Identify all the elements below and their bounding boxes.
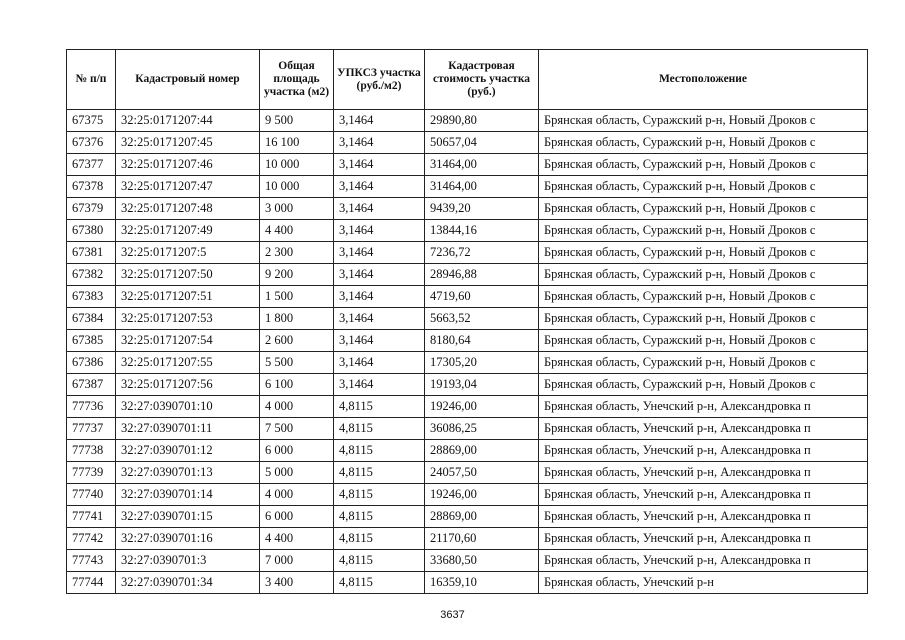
cell-cadastral-number: 32:27:0390701:14 [116, 484, 260, 506]
cell-cadastral-value: 28946,88 [425, 264, 539, 286]
cell-area: 9 200 [260, 264, 334, 286]
cell-row-number: 67379 [67, 198, 116, 220]
table-row [67, 176, 868, 198]
cell-cadastral-number: 32:25:0171207:56 [116, 374, 260, 396]
cell-location: Брянская область, Суражский р-н, Новый Дроков с [539, 154, 868, 176]
cell-row-number: 77740 [67, 484, 116, 506]
cell-location: Брянская область, Унечский р-н, Александровка п [539, 484, 868, 506]
cell-row-number: 67377 [67, 154, 116, 176]
cell-area: 5 500 [260, 352, 334, 374]
cell-location: Брянская область, Суражский р-н, Новый Дроков с [539, 374, 868, 396]
cell-cadastral-number: 32:27:0390701:3 [116, 550, 260, 572]
cell-location: Брянская область, Суражский р-н, Новый Дроков с [539, 352, 868, 374]
cell-cadastral-value: 9439,20 [425, 198, 539, 220]
cell-location: Брянская область, Суражский р-н, Новый Дроков с [539, 242, 868, 264]
header-cadastral-value: Кадастровая стоимость участка (руб.) [425, 50, 539, 110]
cell-row-number: 67376 [67, 132, 116, 154]
cadastral-table [66, 49, 868, 594]
cell-upksz: 3,1464 [334, 264, 425, 286]
cell-cadastral-number: 32:25:0171207:50 [116, 264, 260, 286]
table-row [67, 374, 868, 396]
cell-cadastral-value: 4719,60 [425, 286, 539, 308]
cell-row-number: 67375 [67, 110, 116, 132]
table-row [67, 110, 868, 132]
cell-cadastral-number: 32:27:0390701:13 [116, 462, 260, 484]
cell-area: 5 000 [260, 462, 334, 484]
cell-area: 2 300 [260, 242, 334, 264]
cell-cadastral-number: 32:27:0390701:16 [116, 528, 260, 550]
cell-upksz: 3,1464 [334, 220, 425, 242]
cell-area: 2 600 [260, 330, 334, 352]
cell-cadastral-value: 28869,00 [425, 440, 539, 462]
table-row [67, 528, 868, 550]
cell-area: 6 000 [260, 506, 334, 528]
cell-cadastral-number: 32:25:0171207:45 [116, 132, 260, 154]
page-number: 3637 [440, 609, 465, 621]
cell-location: Брянская область, Суражский р-н, Новый Дроков с [539, 264, 868, 286]
table-row [67, 154, 868, 176]
cell-upksz: 3,1464 [334, 154, 425, 176]
cell-upksz: 3,1464 [334, 198, 425, 220]
header-cadastral-number: Кадастровый номер [116, 50, 260, 110]
cell-row-number: 77738 [67, 440, 116, 462]
cell-cadastral-value: 24057,50 [425, 462, 539, 484]
cell-area: 4 000 [260, 484, 334, 506]
cell-area: 4 000 [260, 396, 334, 418]
cell-row-number: 77743 [67, 550, 116, 572]
cell-upksz: 4,8115 [334, 440, 425, 462]
cell-cadastral-number: 32:25:0171207:51 [116, 286, 260, 308]
cell-upksz: 4,8115 [334, 550, 425, 572]
cell-location: Брянская область, Унечский р-н, Александровка п [539, 550, 868, 572]
cell-cadastral-value: 5663,52 [425, 308, 539, 330]
cell-upksz: 4,8115 [334, 506, 425, 528]
header-row-number: № п/п [67, 50, 116, 110]
table-row [67, 572, 868, 594]
cell-upksz: 4,8115 [334, 572, 425, 594]
cell-cadastral-number: 32:27:0390701:11 [116, 418, 260, 440]
cell-location: Брянская область, Унечский р-н, Александровка п [539, 528, 868, 550]
cell-cadastral-value: 50657,04 [425, 132, 539, 154]
cell-upksz: 3,1464 [334, 176, 425, 198]
table-row [67, 550, 868, 572]
table-row [67, 198, 868, 220]
cell-area: 7 000 [260, 550, 334, 572]
cell-row-number: 67383 [67, 286, 116, 308]
cell-cadastral-value: 28869,00 [425, 506, 539, 528]
cell-cadastral-number: 32:25:0171207:48 [116, 198, 260, 220]
cell-area: 4 400 [260, 220, 334, 242]
cell-upksz: 4,8115 [334, 484, 425, 506]
table-row [67, 352, 868, 374]
cell-area: 7 500 [260, 418, 334, 440]
cell-cadastral-value: 7236,72 [425, 242, 539, 264]
cell-row-number: 67386 [67, 352, 116, 374]
cell-cadastral-number: 32:25:0171207:44 [116, 110, 260, 132]
cell-location: Брянская область, Унечский р-н, Александровка п [539, 506, 868, 528]
cell-location: Брянская область, Унечский р-н, Александровка п [539, 462, 868, 484]
cell-cadastral-number: 32:27:0390701:12 [116, 440, 260, 462]
cell-upksz: 3,1464 [334, 308, 425, 330]
cell-location: Брянская область, Суражский р-н, Новый Дроков с [539, 220, 868, 242]
cell-location: Брянская область, Суражский р-н, Новый Дроков с [539, 198, 868, 220]
header-location: Местоположение [539, 50, 868, 110]
header-upksz: УПКСЗ участка (руб./м2) [334, 50, 425, 110]
header-total-area: Общая площадь участка (м2) [260, 50, 334, 110]
cell-upksz: 3,1464 [334, 286, 425, 308]
cell-row-number: 77741 [67, 506, 116, 528]
cell-row-number: 77737 [67, 418, 116, 440]
table-row [67, 242, 868, 264]
cell-area: 4 400 [260, 528, 334, 550]
table-row [67, 418, 868, 440]
cell-location: Брянская область, Суражский р-н, Новый Дроков с [539, 132, 868, 154]
cell-row-number: 77739 [67, 462, 116, 484]
table-row [67, 440, 868, 462]
cell-upksz: 3,1464 [334, 110, 425, 132]
cell-upksz: 4,8115 [334, 528, 425, 550]
cell-cadastral-number: 32:27:0390701:15 [116, 506, 260, 528]
cell-cadastral-value: 13844,16 [425, 220, 539, 242]
cell-location: Брянская область, Унечский р-н, Александровка п [539, 418, 868, 440]
table-row [67, 484, 868, 506]
cell-cadastral-number: 32:25:0171207:53 [116, 308, 260, 330]
cell-cadastral-number: 32:27:0390701:10 [116, 396, 260, 418]
cell-area: 6 100 [260, 374, 334, 396]
cell-upksz: 3,1464 [334, 132, 425, 154]
cell-cadastral-value: 8180,64 [425, 330, 539, 352]
cell-row-number: 67381 [67, 242, 116, 264]
cell-upksz: 4,8115 [334, 418, 425, 440]
cell-row-number: 67384 [67, 308, 116, 330]
cell-upksz: 3,1464 [334, 242, 425, 264]
cell-area: 6 000 [260, 440, 334, 462]
cell-cadastral-value: 31464,00 [425, 154, 539, 176]
table-row [67, 396, 868, 418]
cell-cadastral-number: 32:25:0171207:46 [116, 154, 260, 176]
cell-cadastral-value: 19193,04 [425, 374, 539, 396]
cell-cadastral-value: 16359,10 [425, 572, 539, 594]
cell-location: Брянская область, Унечский р-н, Александровка п [539, 396, 868, 418]
cell-area: 10 000 [260, 176, 334, 198]
table-body [67, 110, 868, 594]
cell-location: Брянская область, Унечский р-н, Александровка п [539, 440, 868, 462]
cell-upksz: 4,8115 [334, 396, 425, 418]
table-row [67, 308, 868, 330]
table-row [67, 286, 868, 308]
cell-upksz: 3,1464 [334, 374, 425, 396]
cell-row-number: 67385 [67, 330, 116, 352]
cell-cadastral-value: 19246,00 [425, 484, 539, 506]
table-header-row [67, 50, 868, 110]
cell-area: 1 800 [260, 308, 334, 330]
table-row [67, 330, 868, 352]
cell-upksz: 3,1464 [334, 352, 425, 374]
cell-cadastral-value: 21170,60 [425, 528, 539, 550]
cell-row-number: 77736 [67, 396, 116, 418]
cell-location: Брянская область, Унечский р-н [539, 572, 868, 594]
cell-area: 16 100 [260, 132, 334, 154]
cell-area: 3 000 [260, 198, 334, 220]
cell-row-number: 67380 [67, 220, 116, 242]
cell-row-number: 67387 [67, 374, 116, 396]
cell-cadastral-value: 17305,20 [425, 352, 539, 374]
cell-location: Брянская область, Суражский р-н, Новый Дроков с [539, 286, 868, 308]
table-row [67, 506, 868, 528]
cell-cadastral-number: 32:25:0171207:47 [116, 176, 260, 198]
table-row [67, 462, 868, 484]
table-row [67, 132, 868, 154]
cell-area: 1 500 [260, 286, 334, 308]
cell-location: Брянская область, Суражский р-н, Новый Дроков с [539, 110, 868, 132]
cell-area: 9 500 [260, 110, 334, 132]
table-row [67, 264, 868, 286]
cell-row-number: 67382 [67, 264, 116, 286]
cell-cadastral-value: 36086,25 [425, 418, 539, 440]
cell-cadastral-number: 32:25:0171207:5 [116, 242, 260, 264]
cell-cadastral-value: 19246,00 [425, 396, 539, 418]
cell-cadastral-value: 29890,80 [425, 110, 539, 132]
table-row [67, 220, 868, 242]
cell-row-number: 67378 [67, 176, 116, 198]
cell-location: Брянская область, Суражский р-н, Новый Дроков с [539, 330, 868, 352]
cell-cadastral-number: 32:25:0171207:54 [116, 330, 260, 352]
cell-row-number: 77744 [67, 572, 116, 594]
cell-cadastral-number: 32:25:0171207:55 [116, 352, 260, 374]
cell-upksz: 4,8115 [334, 462, 425, 484]
cell-area: 10 000 [260, 154, 334, 176]
cell-location: Брянская область, Суражский р-н, Новый Дроков с [539, 308, 868, 330]
cell-cadastral-value: 33680,50 [425, 550, 539, 572]
cell-area: 3 400 [260, 572, 334, 594]
cell-row-number: 77742 [67, 528, 116, 550]
cell-cadastral-number: 32:27:0390701:34 [116, 572, 260, 594]
cell-cadastral-number: 32:25:0171207:49 [116, 220, 260, 242]
cell-cadastral-value: 31464,00 [425, 176, 539, 198]
cell-upksz: 3,1464 [334, 330, 425, 352]
cell-location: Брянская область, Суражский р-н, Новый Дроков с [539, 176, 868, 198]
